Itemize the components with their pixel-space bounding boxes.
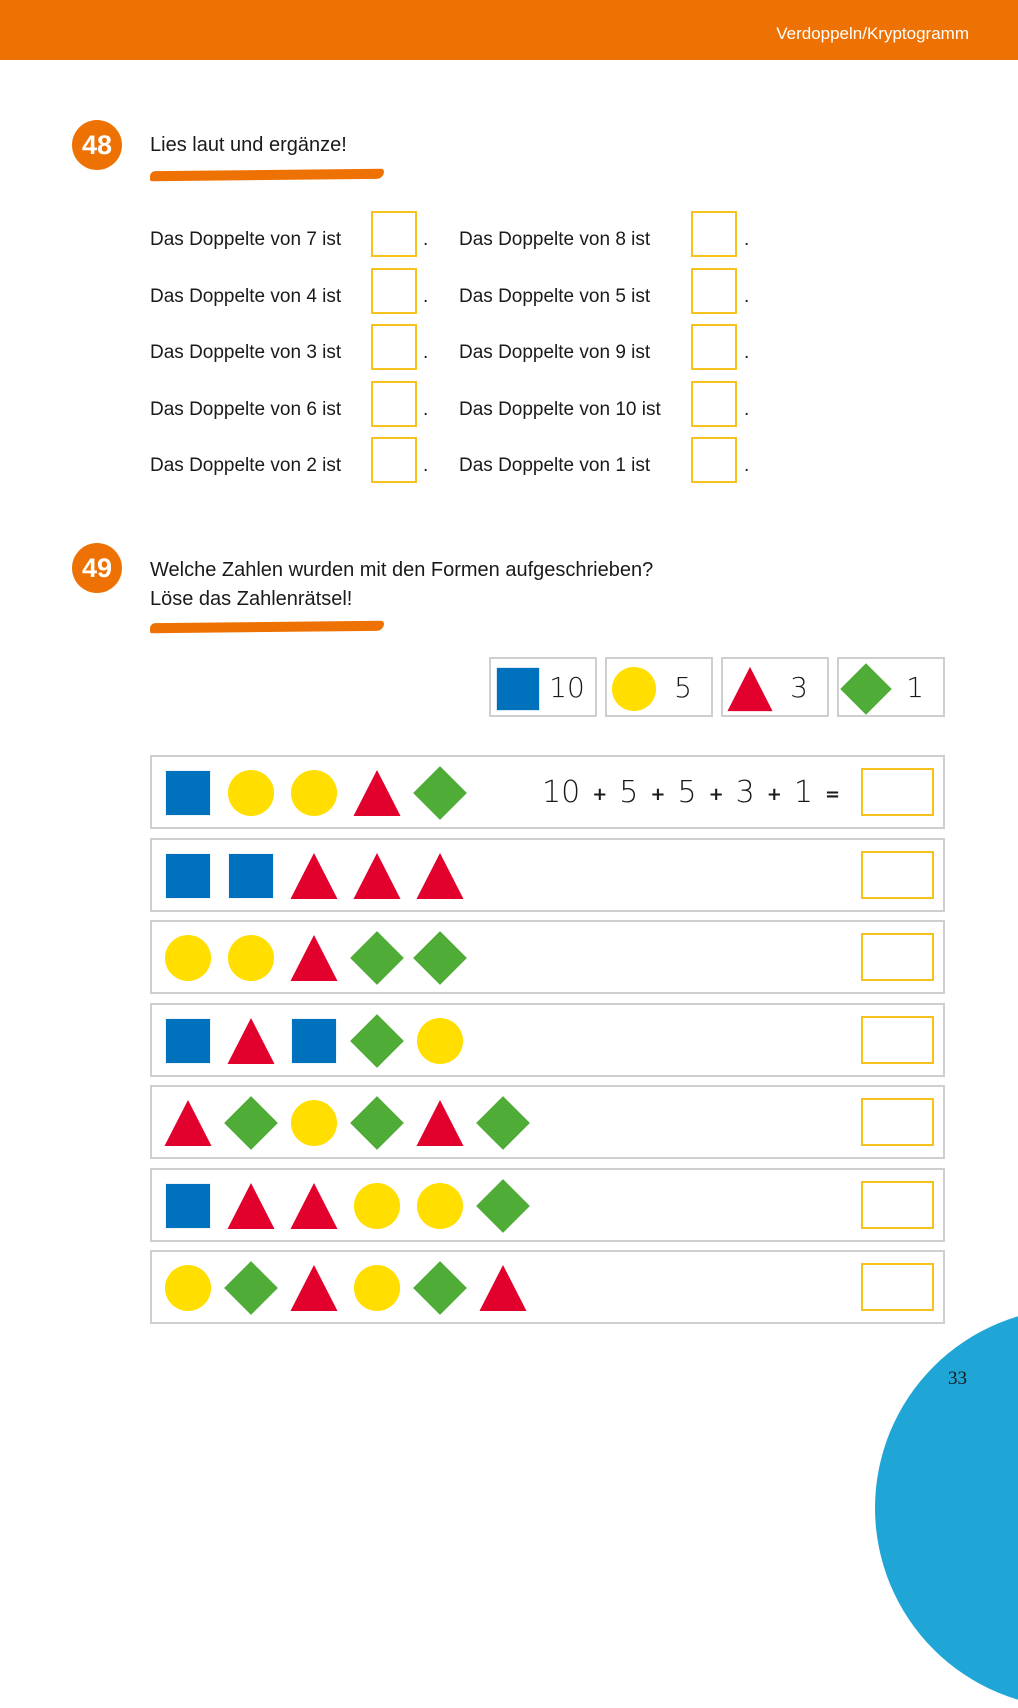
page-number: 33 bbox=[948, 1368, 967, 1389]
diamond-icon bbox=[416, 769, 464, 817]
circle-icon bbox=[416, 1017, 464, 1065]
diamond-icon bbox=[416, 1264, 464, 1312]
triangle-icon bbox=[416, 852, 464, 900]
plus-sign: + bbox=[708, 784, 724, 805]
triangle-icon bbox=[227, 1017, 275, 1065]
triangle-icon bbox=[290, 1182, 338, 1230]
exercise-48-badge: 48 bbox=[72, 120, 122, 170]
answer-box[interactable] bbox=[861, 1098, 934, 1146]
diamond-icon bbox=[353, 934, 401, 982]
circle-icon bbox=[353, 1264, 401, 1312]
doubling-statement: Das Doppelte von 9 ist bbox=[459, 342, 651, 363]
equals-sign: = bbox=[824, 784, 841, 805]
square-icon bbox=[495, 666, 541, 712]
square-icon bbox=[164, 852, 212, 900]
triangle-icon bbox=[164, 1099, 212, 1147]
answer-box[interactable] bbox=[691, 268, 737, 314]
answer-box[interactable] bbox=[861, 1181, 934, 1229]
answer-box[interactable] bbox=[371, 437, 417, 483]
period: . bbox=[744, 229, 750, 250]
exercise-48-instruction: Lies laut und ergänze! bbox=[150, 134, 347, 156]
answer-box[interactable] bbox=[861, 851, 934, 899]
header-bar bbox=[0, 0, 1018, 60]
cryptogram-row bbox=[150, 1168, 945, 1242]
triangle-icon bbox=[290, 852, 338, 900]
plus-sign: + bbox=[592, 784, 608, 805]
circle-icon bbox=[416, 1182, 464, 1230]
equation-term: 3 bbox=[735, 775, 755, 810]
circle-icon bbox=[611, 666, 657, 712]
legend-item-circle bbox=[605, 657, 713, 717]
doubling-statement: Das Doppelte von 4 ist bbox=[150, 286, 342, 307]
cryptogram-row bbox=[150, 920, 945, 994]
cryptogram-row bbox=[150, 1250, 945, 1324]
cryptogram-row bbox=[150, 1003, 945, 1077]
example-equation bbox=[542, 771, 852, 815]
exercise-48-underline bbox=[150, 169, 384, 181]
answer-box[interactable] bbox=[371, 381, 417, 427]
period: . bbox=[744, 399, 750, 420]
equation-term: 10 bbox=[542, 775, 581, 810]
doubling-statement: Das Doppelte von 1 ist bbox=[459, 455, 651, 476]
diamond-icon bbox=[416, 934, 464, 982]
triangle-icon bbox=[353, 769, 401, 817]
legend-item-triangle bbox=[721, 657, 829, 717]
answer-box[interactable] bbox=[691, 324, 737, 370]
cryptogram-row bbox=[150, 755, 945, 829]
square-icon bbox=[227, 852, 275, 900]
exercise-49-underline bbox=[150, 621, 384, 633]
period: . bbox=[744, 342, 750, 363]
circle-icon bbox=[290, 769, 338, 817]
cryptogram-row bbox=[150, 1085, 945, 1159]
answer-box[interactable] bbox=[371, 324, 417, 370]
answer-box[interactable] bbox=[691, 211, 737, 257]
triangle-icon bbox=[416, 1099, 464, 1147]
circle-icon bbox=[227, 769, 275, 817]
answer-box[interactable] bbox=[861, 1016, 934, 1064]
legend-value: 5 bbox=[674, 671, 692, 704]
equation-term: 5 bbox=[619, 775, 639, 810]
answer-box[interactable] bbox=[691, 437, 737, 483]
diamond-icon bbox=[843, 666, 889, 712]
triangle-icon bbox=[353, 852, 401, 900]
exercise-49-badge: 49 bbox=[72, 543, 122, 593]
period: . bbox=[423, 399, 429, 420]
doubling-statement: Das Doppelte von 6 ist bbox=[150, 399, 342, 420]
plus-sign: + bbox=[650, 784, 666, 805]
doubling-statement: Das Doppelte von 10 ist bbox=[459, 399, 661, 420]
circle-icon bbox=[227, 934, 275, 982]
cryptogram-row bbox=[150, 838, 945, 912]
plus-sign: + bbox=[766, 784, 782, 805]
period: . bbox=[423, 455, 429, 476]
triangle-icon bbox=[479, 1264, 527, 1312]
legend-value: 1 bbox=[906, 671, 924, 704]
period: . bbox=[744, 286, 750, 307]
circle-icon bbox=[164, 1264, 212, 1312]
period: . bbox=[744, 455, 750, 476]
diamond-icon bbox=[227, 1099, 275, 1147]
answer-box[interactable] bbox=[691, 381, 737, 427]
answer-box[interactable] bbox=[861, 1263, 934, 1311]
page-corner-decoration bbox=[875, 1308, 1018, 1708]
period: . bbox=[423, 286, 429, 307]
doubling-statement: Das Doppelte von 2 ist bbox=[150, 455, 342, 476]
answer-box[interactable] bbox=[371, 211, 417, 257]
doubling-statement: Das Doppelte von 8 ist bbox=[459, 229, 651, 250]
square-icon bbox=[164, 1182, 212, 1230]
doubling-statement: Das Doppelte von 5 ist bbox=[459, 286, 651, 307]
diamond-icon bbox=[479, 1099, 527, 1147]
square-icon bbox=[164, 1017, 212, 1065]
period: . bbox=[423, 229, 429, 250]
doubling-statement: Das Doppelte von 7 ist bbox=[150, 229, 342, 250]
period: . bbox=[423, 342, 429, 363]
square-icon bbox=[290, 1017, 338, 1065]
legend-value: 3 bbox=[790, 671, 808, 704]
equation-term: 5 bbox=[677, 775, 697, 810]
exercise-49-instruction-line1: Welche Zahlen wurden mit den Formen aufgeschrieben? bbox=[150, 559, 654, 581]
legend-item-square bbox=[489, 657, 597, 717]
circle-icon bbox=[353, 1182, 401, 1230]
section-title: Verdoppeln/Kryptogramm bbox=[776, 24, 969, 43]
diamond-icon bbox=[227, 1264, 275, 1312]
diamond-icon bbox=[479, 1182, 527, 1230]
answer-box[interactable] bbox=[371, 268, 417, 314]
circle-icon bbox=[164, 934, 212, 982]
exercise-49-instruction-line2: Löse das Zahlenrätsel! bbox=[150, 588, 353, 610]
diamond-icon bbox=[353, 1017, 401, 1065]
triangle-icon bbox=[290, 1264, 338, 1312]
triangle-icon bbox=[227, 1182, 275, 1230]
triangle-icon bbox=[727, 666, 773, 712]
equation-term: 1 bbox=[793, 775, 813, 810]
legend-value: 10 bbox=[549, 671, 585, 704]
triangle-icon bbox=[290, 934, 338, 982]
legend-item-diamond bbox=[837, 657, 945, 717]
answer-box[interactable] bbox=[861, 768, 934, 816]
circle-icon bbox=[290, 1099, 338, 1147]
square-icon bbox=[164, 769, 212, 817]
answer-box[interactable] bbox=[861, 933, 934, 981]
exercise-49-instruction bbox=[150, 556, 653, 614]
diamond-icon bbox=[353, 1099, 401, 1147]
doubling-statement: Das Doppelte von 3 ist bbox=[150, 342, 342, 363]
